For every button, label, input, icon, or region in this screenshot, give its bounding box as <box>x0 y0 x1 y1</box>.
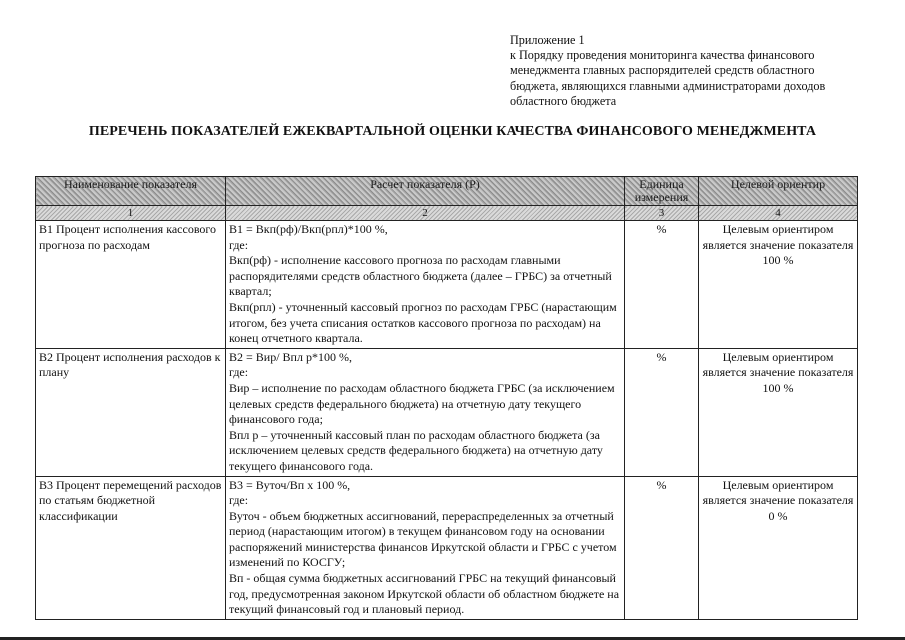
calc-line: Впл р – уточненный кассовый план по расходам областного бюджета (за исключением целевых средств федерального бюджета) на отчетную дату текущего финансового года. <box>229 427 603 473</box>
indicator-target: Целевым ориентиром является значение показателя 0 % <box>699 476 858 619</box>
table-row <box>36 476 858 619</box>
table-header-row <box>36 177 858 206</box>
indicator-unit: % <box>625 221 699 349</box>
table-row <box>36 348 858 476</box>
indicator-unit: % <box>625 348 699 476</box>
header-unit: Единица измерения <box>625 177 699 206</box>
column-number: 3 <box>625 206 699 221</box>
calc-line: где: <box>229 493 249 508</box>
indicator-target: Целевым ориентиром является значение показателя 100 % <box>699 348 858 476</box>
calc-line: Вир – исполнение по расходам областного бюджета ГРБС (за исключением целевых средств федерального бюджета) на отчетную дату текущего финансового года; <box>229 380 615 427</box>
header-name: Наименование показателя <box>36 177 226 206</box>
document-title: ПЕРЕЧЕНЬ ПОКАЗАТЕЛЕЙ ЕЖЕКВАРТАЛЬНОЙ ОЦЕНКИ КАЧЕСТВА ФИНАНСОВОГО МЕНЕДЖМЕНТА <box>88 124 817 139</box>
column-number-row <box>36 206 858 221</box>
calc-line: Вп - общая сумма бюджетных ассигнований ГРБС на текущий финансовый год, предусмотренная законом Иркутской области об областном бюджете на текущий финансовый год и плановый период. <box>229 571 620 617</box>
indicator-calc <box>226 221 625 349</box>
indicator-name: В2 Процент исполнения расходов к плану <box>36 348 226 476</box>
indicator-name: В1 Процент исполнения кассового прогноза по расходам <box>36 221 226 349</box>
appendix-line: менеджмента главных распорядителей средств областного <box>510 63 815 78</box>
table-row <box>36 221 858 349</box>
column-number: 4 <box>699 206 858 221</box>
calc-line: В3 = Вуточ/Вп х 100 %, <box>229 477 351 492</box>
calc-line: Вуточ - объем бюджетных ассигнований, перераспределенных за отчетный период (нарастающим итогом) в текущем финансовом году на основании распоряжений министерства финансов Иркутской области и ГРБС с учетом изменений по КОСГУ; <box>229 508 617 570</box>
column-number: 1 <box>36 206 226 221</box>
header-calc: Расчет показателя (Р) <box>226 177 625 206</box>
appendix-line: Приложение 1 <box>510 33 585 47</box>
column-number: 2 <box>226 206 625 221</box>
appendix-line: к Порядку проведения мониторинга качества финансового <box>510 48 815 63</box>
indicator-unit: % <box>625 476 699 619</box>
calc-line: В2 = Вир/ Впл р*100 %, <box>229 349 352 364</box>
indicator-calc <box>226 476 625 619</box>
indicator-name: В3 Процент перемещений расходов по статьям бюджетной классификации <box>36 476 226 619</box>
calc-line: Вкп(рф) - исполнение кассового прогноза по расходам главными распорядителями средств областного бюджета (далее – ГРБС) за отчетный квартал; <box>229 253 612 299</box>
indicator-calc <box>226 348 625 476</box>
header-target: Целевой ориентир <box>699 177 858 206</box>
appendix-line: бюджета, являющихся главными администраторами доходов <box>510 78 826 93</box>
calc-line: В1 = Вкп(рф)/Вкп(рпл)*100 %, <box>229 222 388 236</box>
appendix-block <box>510 33 870 109</box>
indicator-target: Целевым ориентиром является значение показателя 100 % <box>699 221 858 349</box>
appendix-line: областного бюджета <box>510 93 617 108</box>
calc-line: Вкп(рпл) - уточненный кассовый прогноз по расходам ГРБС (нарастающим итогом, без учета списания остатков кассового прогноза по расходам) на конец отчетного квартала. <box>229 299 617 346</box>
calc-line: где: <box>229 365 249 380</box>
indicators-table <box>35 176 858 620</box>
calc-line: где: <box>229 237 249 252</box>
